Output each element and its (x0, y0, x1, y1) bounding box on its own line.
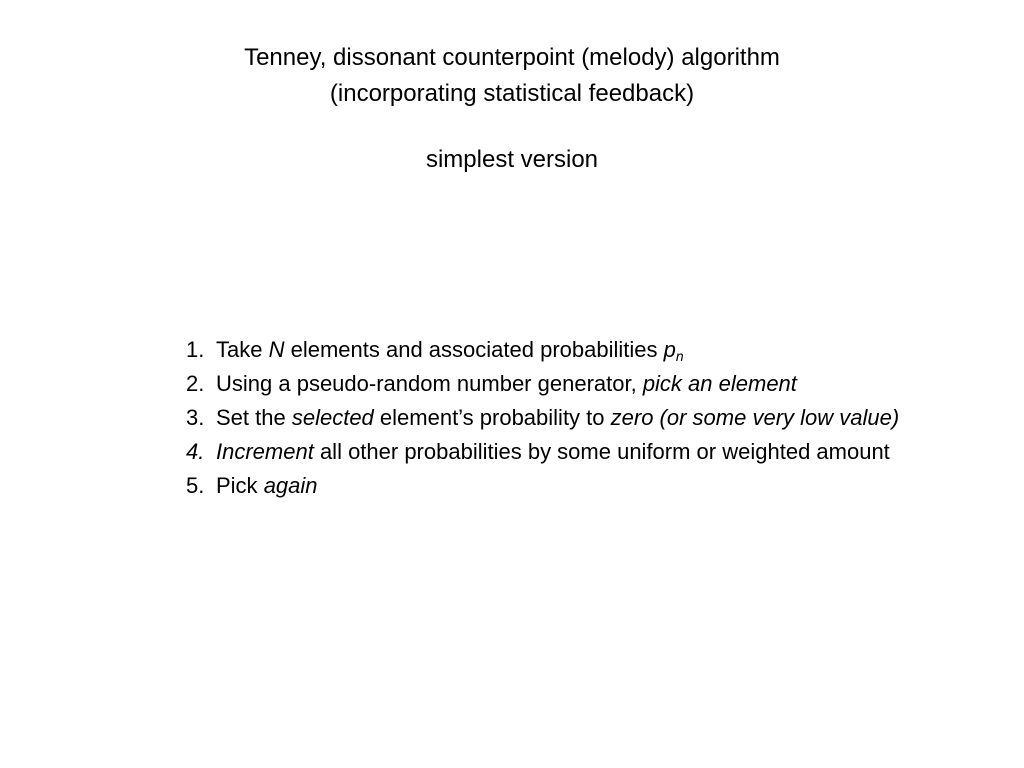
step-italic-text: p (663, 337, 676, 362)
step-number: 5. (186, 473, 205, 498)
step-number: 3. (186, 405, 205, 430)
step-4 (186, 438, 956, 465)
step-subscript: n (675, 348, 684, 364)
step-text: Pick (216, 473, 264, 498)
steps-list (186, 336, 956, 506)
step-text: Set the (216, 405, 292, 430)
slide-title (0, 40, 1024, 112)
step-number: 4. (186, 439, 205, 464)
step-italic-text: N (268, 337, 285, 362)
step-5 (186, 472, 956, 499)
step-number: 2. (186, 371, 205, 396)
step-text: Using a pseudo-random number generator, (216, 371, 643, 396)
step-italic-text: Increment (216, 439, 314, 464)
step-text: element’s probability to (373, 405, 611, 430)
step-italic-text: again (263, 473, 318, 498)
step-italic-text: pick an element (642, 371, 797, 396)
step-italic-text: zero (or some very low value) (610, 405, 900, 430)
title-line-2: (incorporating statistical feedback) (329, 80, 695, 107)
step-text: all other probabilities by some uniform or weighted amount (313, 439, 890, 464)
step-2 (186, 370, 956, 397)
step-3 (186, 404, 956, 431)
step-1 (186, 336, 956, 363)
slide-subtitle: simplest version (425, 146, 599, 173)
title-line-1: Tenney, dissonant counterpoint (melody) algorithm (244, 44, 780, 71)
step-text: Take (216, 337, 269, 362)
step-number: 1. (186, 337, 205, 362)
step-text: elements and associated probabilities (284, 337, 664, 362)
step-italic-text: selected (291, 405, 374, 430)
